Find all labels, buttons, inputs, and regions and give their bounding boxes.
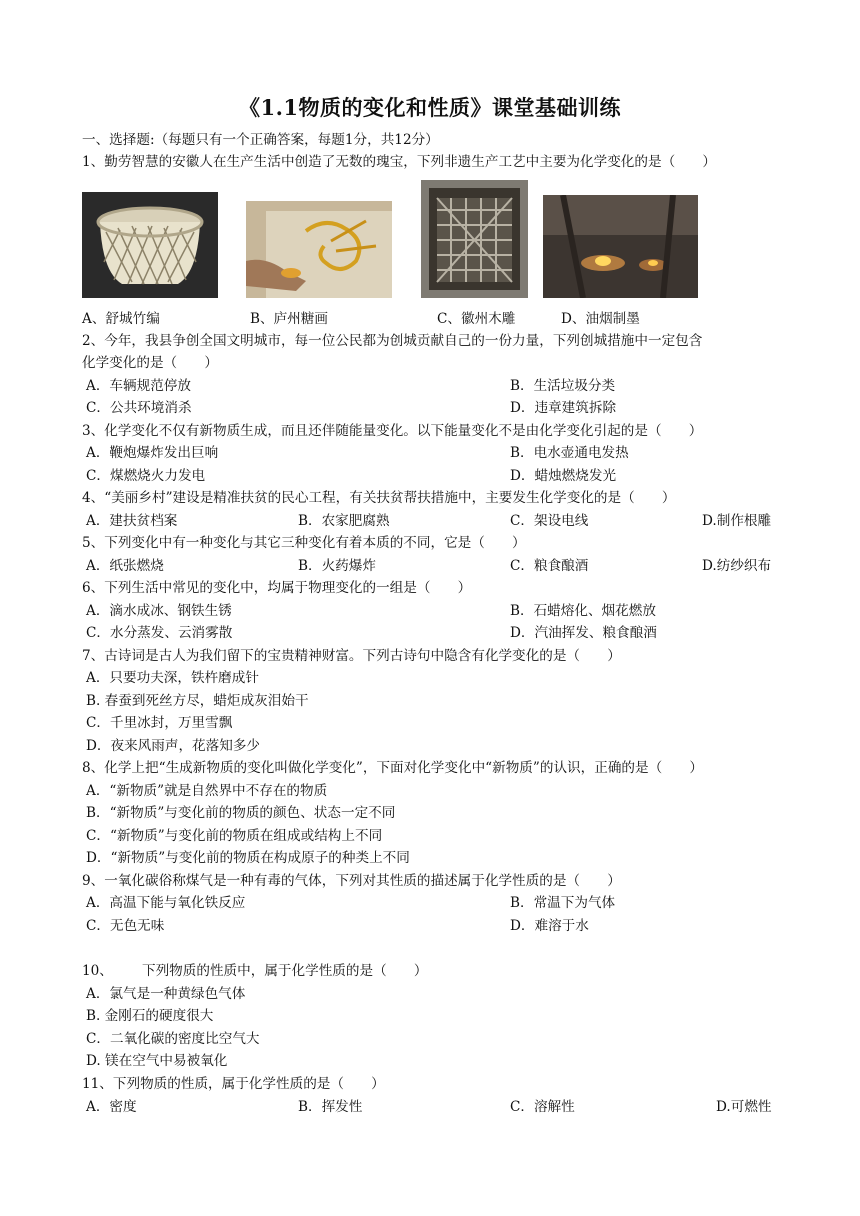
question-3-option-b: B．电水壶通电发热 — [510, 445, 629, 461]
question-7-option-b: B. 春蚕到死丝方尽，蜡炬成灰泪始干 — [86, 693, 309, 709]
question-6-option-d: D．汽油挥发、粮食酿酒 — [510, 625, 657, 641]
question-7-option-a: A．只要功夫深，铁杵磨成针 — [86, 670, 259, 686]
question-4-option-a: A．建扶贫档案 — [86, 513, 178, 529]
question-10-number: 10、 — [82, 963, 113, 979]
question-5-stem: 5、下列变化中有一种变化与其它三种变化有着本质的不同，它是（ ） — [82, 535, 526, 551]
question-1-stem: 1、勤劳智慧的安徽人在生产生活中创造了无数的瑰宝，下列非遗生产工艺中主要为化学变化的是（ ） — [82, 154, 716, 170]
question-2-stem: 2、今年，我县争创全国文明城市，每一位公民都为创城贡献自己的一份力量，下列创城措施中一定包含 — [82, 333, 703, 349]
question-11-option-d: D.可燃性 — [716, 1099, 772, 1115]
question-8-option-a: A．“新物质”就是自然界中不存在的物质 — [86, 783, 328, 799]
question-2-option-c: C．公共环境消杀 — [86, 400, 192, 416]
question-6-option-c: C．水分蒸发、云消雾散 — [86, 625, 233, 641]
question-1-option-d: D、油烟制墨 — [561, 311, 640, 327]
question-1-option-b: B、庐州糖画 — [250, 311, 328, 327]
question-9-stem: 9、一氧化碳俗称煤气是一种有毒的气体，下列对其性质的描述属于化学性质的是（ ） — [82, 873, 621, 889]
question-2-option-d: D．违章建筑拆除 — [510, 400, 617, 416]
question-7-option-d: D．夜来风雨声，花落知多少 — [86, 738, 261, 754]
question-3-option-a: A．鞭炮爆炸发出巨响 — [86, 445, 219, 461]
question-9-option-c: C．无色无味 — [86, 918, 165, 934]
question-6-option-a: A．滴水成冰、钢铁生锈 — [86, 603, 232, 619]
question-5-option-c: C．粮食酿酒 — [510, 558, 589, 574]
question-4-option-c: C．架设电线 — [510, 513, 589, 529]
question-1-option-a: A、舒城竹编 — [82, 311, 160, 327]
question-1-option-c: C、徽州木雕 — [437, 311, 516, 327]
question-8-stem: 8、化学上把“生成新物质的变化叫做化学变化”，下面对化学变化中“新物质”的认识，正确的是（ ） — [82, 760, 703, 776]
section-heading: 一、选择题:（每题只有一个正确答案，每题1分，共12分） — [82, 132, 439, 148]
question-9-option-d: D．难溶于水 — [510, 918, 589, 934]
question-7-option-c: C．千里冰封，万里雪飘 — [86, 715, 233, 731]
question-11-stem: 11、下列物质的性质，属于化学性质的是（ ） — [82, 1076, 385, 1092]
question-5-option-b: B．火药爆炸 — [298, 558, 376, 574]
question-11-option-c: C．溶解性 — [510, 1099, 575, 1115]
question-5-option-a: A．纸张燃烧 — [86, 558, 164, 574]
question-3-stem: 3、化学变化不仅有新物质生成，而且还伴随能量变化。以下能量变化不是由化学变化引起的是（ ） — [82, 423, 703, 439]
question-10-option-d: D. 镁在空气中易被氧化 — [86, 1053, 228, 1069]
question-6-option-b: B．石蜡熔化、烟花燃放 — [510, 603, 656, 619]
question-11-option-b: B．挥发性 — [298, 1099, 363, 1115]
question-10-stem: 下列物质的性质中，属于化学性质的是（ ） — [142, 963, 428, 979]
question-8-option-c: C．“新物质”与变化前的物质在组成或结构上不同 — [86, 828, 383, 844]
question-3-option-c: C．煤燃烧火力发电 — [86, 468, 206, 484]
question-7-stem: 7、古诗词是古人为我们留下的宝贵精神财富。下列古诗句中隐含有化学变化的是（ ） — [82, 648, 621, 664]
question-9-option-b: B．常温下为气体 — [510, 895, 616, 911]
question-8-option-d: D．“新物质”与变化前的物质在构成原子的种类上不同 — [86, 850, 410, 866]
bamboo-basket-image — [82, 192, 218, 298]
oil-lamp-ink-image — [543, 195, 698, 298]
question-8-option-b: B．“新物质”与变化前的物质的颜色、状态一定不同 — [86, 805, 396, 821]
question-2-option-a: A．车辆规范停放 — [86, 378, 191, 394]
wood-carving-image — [421, 180, 528, 298]
sugar-painting-image — [246, 201, 392, 298]
question-2-option-b: B．生活垃圾分类 — [510, 378, 616, 394]
question-5-option-d: D.纺纱织布 — [702, 558, 772, 574]
question-2-stem-cont: 化学变化的是（ ） — [82, 355, 218, 371]
question-10-option-a: A．氯气是一种黄绿色气体 — [86, 986, 246, 1002]
question-4-option-b: B．农家肥腐熟 — [298, 513, 390, 529]
question-4-stem: 4、“美丽乡村”建设是精准扶贫的民心工程，有关扶贫帮扶措施中，主要发生化学变化的是（ ） — [82, 490, 676, 506]
question-3-option-d: D．蜡烛燃烧发光 — [510, 468, 617, 484]
question-10-option-c: C．二氧化碳的密度比空气大 — [86, 1031, 260, 1047]
question-6-stem: 6、下列生活中常见的变化中，均属于物理变化的一组是（ ） — [82, 580, 472, 596]
question-11-option-a: A．密度 — [86, 1099, 137, 1115]
page-title: 《1.1物质的变化和性质》课堂基础训练 — [238, 95, 622, 120]
question-10-option-b: B. 金刚石的硬度很大 — [86, 1008, 214, 1024]
question-4-option-d: D.制作根雕 — [702, 513, 772, 529]
question-9-option-a: A．高温下能与氧化铁反应 — [86, 895, 246, 911]
